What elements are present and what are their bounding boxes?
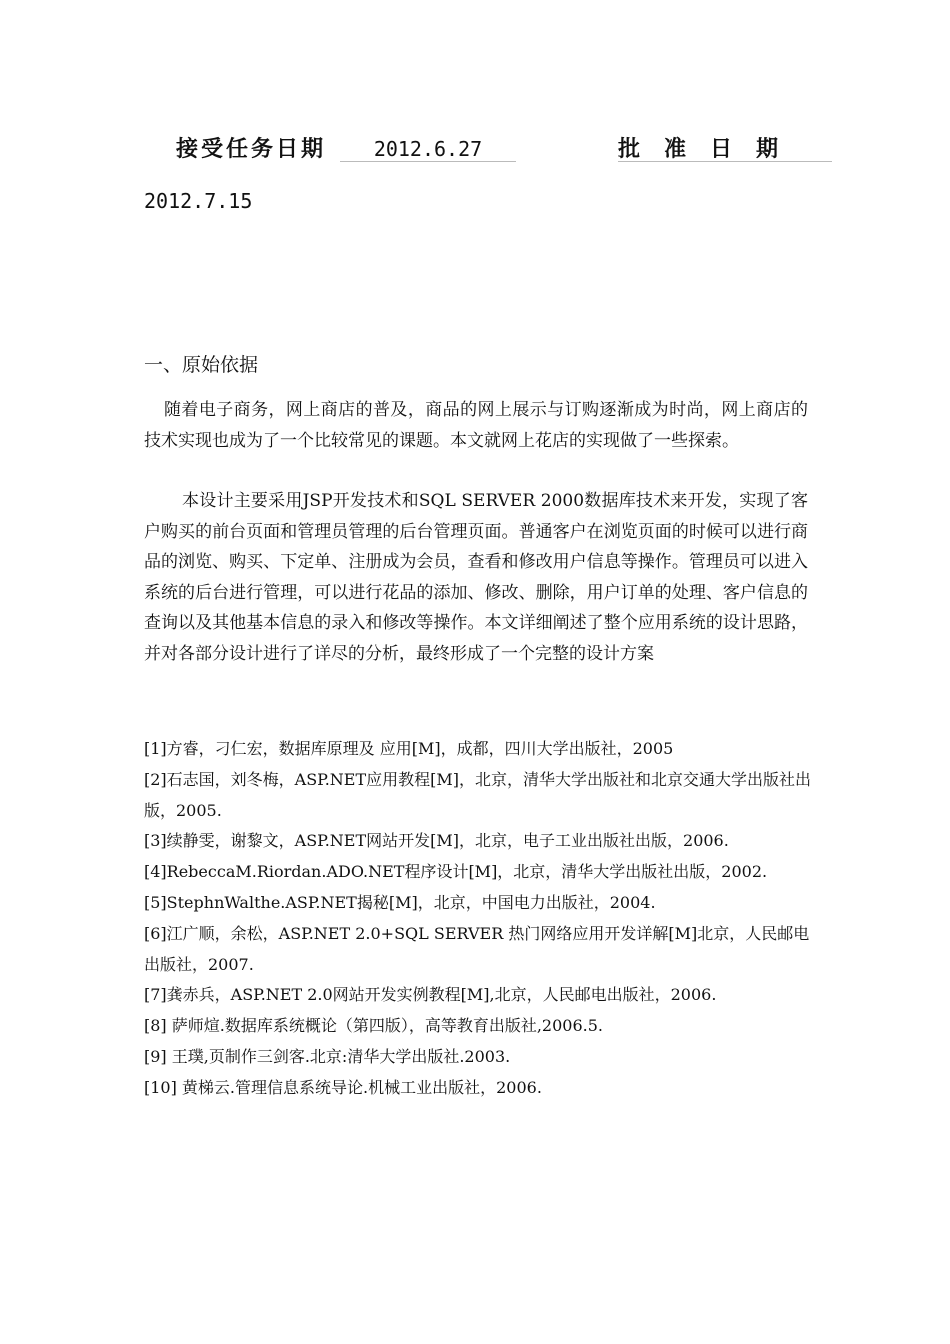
reference-item: [6]江广顺，余松，ASP.NET 2.0+SQL SERVER 热门网络应用开发详解[M]北京，人民邮电出版社，2007. xyxy=(144,923,810,974)
reference-item: [1]方睿，刁仁宏，数据库原理及 应用[M]，成都，四川大学出版社，2005 xyxy=(144,739,674,758)
paragraph: 本设计主要采用JSP开发技术和SQL SERVER 2000数据库技术来开发，实现了客户购买的前台页面和管理员管理的后台管理页面。普通客户在浏览页面的时候可以进行商品的浏览、购买、下定单、注册成为会员，查看和修改用户信息等操作。管理员可以进入系统的后台进行管理，可以进行花品的添加、修改、删除，用户订单的处理、客户信息的查询以及其他基本信息的录入和修改等操作。本文详细阐述了整个应用系统的设计思路，并对各部分设计进行了详尽的分析，最终形成了一个完整的设计方案 xyxy=(144,491,808,664)
reference-item: [8] 萨师煊.数据库系统概论（第四版），高等教育出版社,2006.5. xyxy=(144,1016,603,1036)
paragraph: 随着电子商务，网上商店的普及，商品的网上展示与订购逐渐成为时尚，网上商店的技术实现也成为了一个比较常见的课题。本文就网上花店的实现做了一些探索。 xyxy=(144,400,808,451)
approve-label-char: 日 xyxy=(710,136,733,162)
approve-label-char: 期 xyxy=(756,136,779,162)
reference-item: [5]StephnWalthe.ASP.NET揭秘[M]，北京，中国电力出版社，2004. xyxy=(144,892,656,912)
section-title: 一、原始依据 xyxy=(144,354,259,376)
reference-item: [3]续静雯，谢黎文，ASP.NET网站开发[M]，北京，电子工业出版社出版，2006. xyxy=(144,831,729,851)
approve-date-label xyxy=(618,132,832,162)
accept-date-label: 接受任务日期 xyxy=(176,136,327,162)
reference-item: [4]RebeccaM.Riordan.ADO.NET程序设计[M]，北京，清华大学出版社出版，2002. xyxy=(144,862,768,882)
accept-date-value: 2012.6.27 xyxy=(340,132,516,162)
reference-item: [2]石志国，刘冬梅，ASP.NET应用教程[M]，北京，清华大学出版社和北京交通大学出版社出版，2005. xyxy=(144,769,812,820)
approve-date-value: 2012.7.15 xyxy=(144,189,253,213)
reference-list xyxy=(144,734,814,1104)
reference-item: [7]龚赤兵，ASP.NET 2.0网站开发实例教程[M],北京，人民邮电出版社，2006. xyxy=(144,985,717,1005)
approve-label-char: 批 xyxy=(618,136,641,162)
reference-item: [9] 王璞,页制作三剑客.北京:清华大学出版社.2003. xyxy=(144,1046,511,1066)
reference-item: [10] 黄梯云.管理信息系统导论.机械工业出版社，2006. xyxy=(144,1077,542,1097)
approve-label-char: 准 xyxy=(664,136,687,162)
